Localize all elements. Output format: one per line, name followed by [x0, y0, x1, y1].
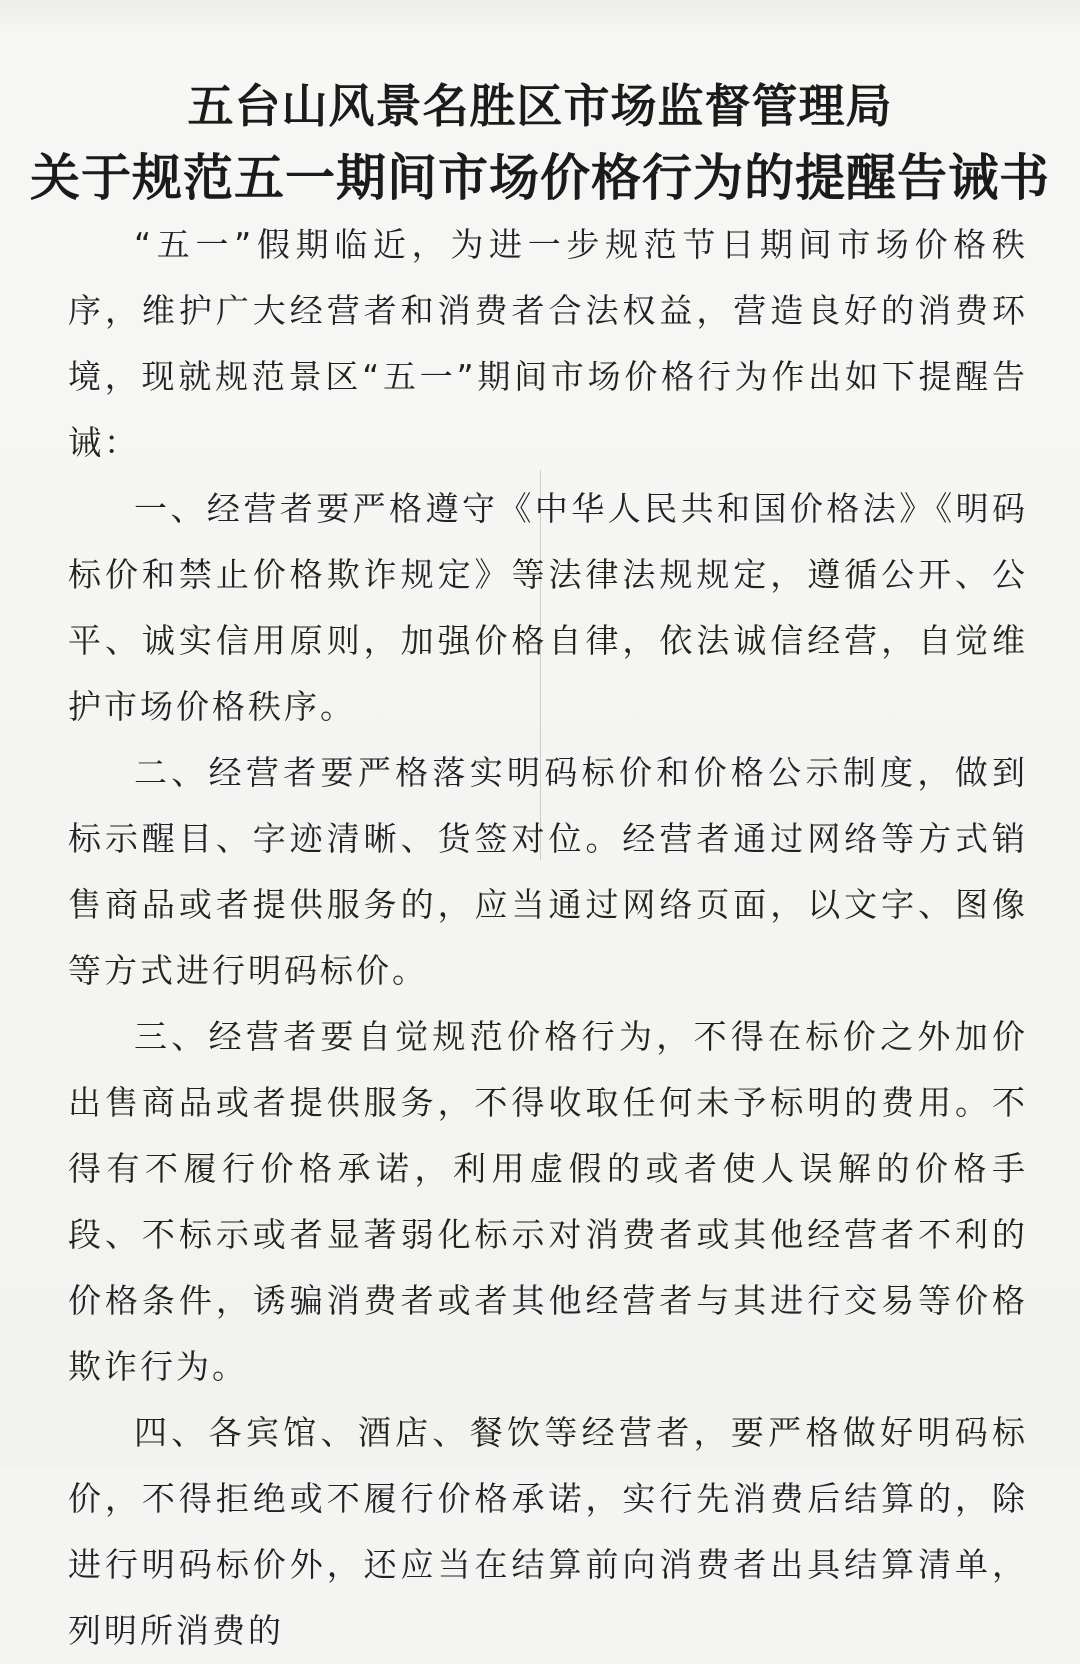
paragraph-item-4: 四、各宾馆、酒店、餐饮等经营者，要严格做好明码标价，不得拒绝或不履行价格承诺，实行先消费后结算的，除进行明码标价外，还应当在结算前向消费者出具结算清单，列明所消费的 [68, 1413, 1028, 1650]
scan-shadow [0, 0, 1080, 40]
document-title-line-2: 关于规范五一期间市场价格行为的提醒告诫书 [30, 148, 1050, 207]
paragraph-intro: “五一”假期临近，为进一步规范节日期间市场价格秩序，维护广大经营者和消费者合法权益，营造良好的消费环境，现就规范景区“五一”期间市场价格行为作出如下提醒告诫： [68, 225, 1028, 462]
document-body [68, 212, 1028, 1664]
paragraph-item-2: 二、经营者要严格落实明码标价和价格公示制度，做到标示醒目、字迹清晰、货签对位。经营者通过网络等方式销售商品或者提供服务的，应当通过网络页面，以文字、图像等方式进行明码标价。 [68, 753, 1028, 990]
paragraph-item-3: 三、经营者要自觉规范价格行为，不得在标价之外加价出售商品或者提供服务，不得收取任何未予标明的费用。不得有不履行价格承诺，利用虚假的或者使人误解的价格手段、不标示或者显著弱化标示对消费者或其他经营者不利的价格条件，诱骗消费者或者其他经营者与其进行交易等价格欺诈行为。 [68, 1017, 1028, 1386]
paragraph-item-1: 一、经营者要严格遵守《中华人民共和国价格法》《明码标价和禁止价格欺诈规定》等法律法规规定，遵循公开、公平、诚实信用原则，加强价格自律，依法诚信经营，自觉维护市场价格秩序。 [68, 489, 1028, 726]
document-title-line-1: 五台山风景名胜区市场监督管理局 [187, 79, 893, 133]
